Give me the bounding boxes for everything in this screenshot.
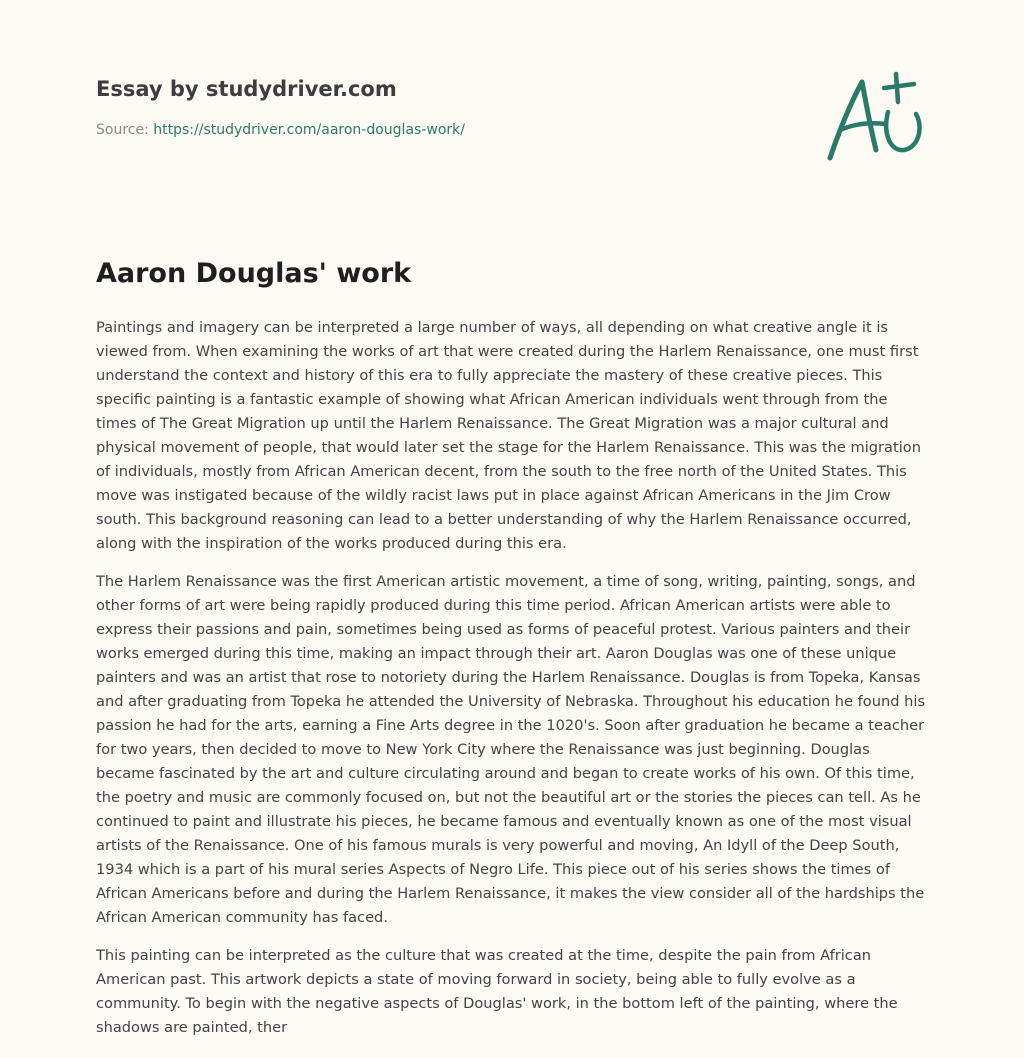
essay-body (96, 316, 928, 1054)
site-title: Essay by studydriver.com (96, 77, 397, 101)
essay-paragraph: This painting can be interpreted as the culture that was created at the time, despite the pain from African American past. This artwork depicts a state of moving forward in society, being able to fully evolve as a community. To begin with the negative aspects of Douglas' work, in the bottom left of the painting, where the shadows are painted, ther (96, 947, 898, 1036)
a-plus-logo-icon (824, 68, 928, 164)
essay-paragraph: The Harlem Renaissance was the first American artistic movement, a time of song, writing, painting, songs, and other forms of art were being rapidly produced during this time period. African American artists were able to express their passions and pain, sometimes being used as forms of peaceful protest. Various painters and their works emerged during this time, making an impact through their art. Aaron Douglas was one of these unique painters and was an artist that rose to notoriety during the Harlem Renaissance. Douglas is from Topeka, Kansas and after graduating from Topeka he attended the University of Nebraska. Throughout his education he found his passion he had for the arts, earning a Fine Arts degree in the 1020's. Soon after graduation he became a teacher for two years, then decided to move to New York City where the Renaissance was just beginning. Douglas became fascinated by the art and culture circulating around and began to create works of his own. Of this time, the poetry and music are commonly focused on, but not the beautiful art or the stories the pieces can tell. As he continued to paint and illustrate his pieces, he became famous and eventually known as one of the most visual artists of the Renaissance. One of his famous murals is very powerful and moving, An Idyll of the Deep South, 1934 which is a part of his mural series Aspects of Negro Life. This piece out of his series shows the times of African Americans before and during the Harlem Renaissance, it makes the view consider all of the hardships the African American community has faced. (96, 573, 926, 926)
source-line (96, 120, 928, 140)
source-label: Source: (96, 122, 149, 138)
source-link[interactable]: https://studydriver.com/aaron-douglas-work/ (153, 122, 465, 138)
page-header (96, 74, 928, 184)
essay-paragraph: Paintings and imagery can be interpreted a large number of ways, all depending on what creative angle it is viewed from. When examining the works of art that were created during the Harlem Renaissance, one must first understand the context and history of this era to fully appreciate the mastery of these creative pieces. This specific painting is a fantastic example of showing what African American individuals went through from the times of The Great Migration up until the Harlem Renaissance. The Great Migration was a major cultural and physical movement of people, that would later set the stage for the Harlem Renaissance. This was the migration of individuals, mostly from African American decent, from the south to the free north of the United States. This move was instigated because of the wildly racist laws put in place against African Americans in the Jim Crow south. This background reasoning can lead to a better understanding of why the Harlem Renaissance occurred, along with the inspiration of the works produced during this era. (96, 319, 921, 552)
essay-title: Aaron Douglas' work (96, 258, 412, 289)
